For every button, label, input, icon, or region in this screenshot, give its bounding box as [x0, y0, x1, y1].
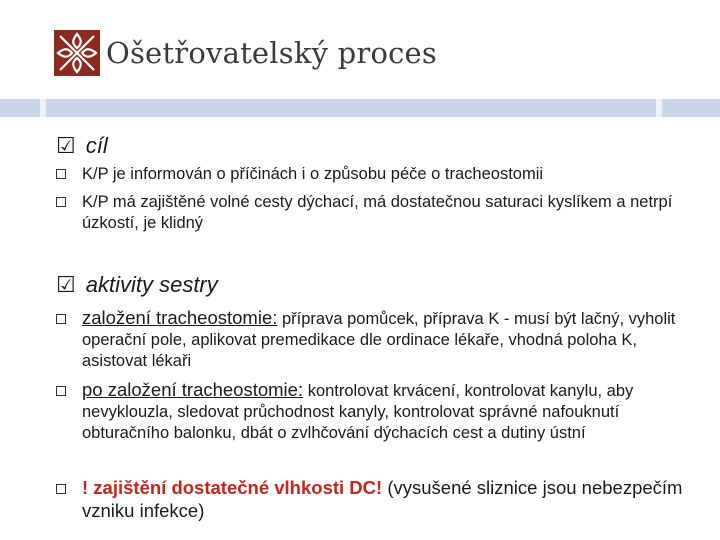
header-divider — [0, 99, 720, 117]
list-item: K/P má zajištěné volné cesty dýchací, má dostatečnou saturaci kyslíkem a netrpí úzkostí, je klidný — [82, 193, 673, 232]
list-item: po založení tracheostomie: kontrolovat krvácení, kontrolovat kanylu, aby nevyklouzla, sledovat průchodnost kanyly, kontrolovat správné nafouknutí obturačního balonku, dbát o zvlhčování dýchacích cest a dutiny ústní — [82, 379, 634, 442]
page-title: Ošetřovatelský proces — [106, 36, 437, 70]
square-bullet-icon — [56, 314, 66, 324]
checkbox-checked-icon: ☑ — [56, 272, 76, 297]
list-item: založení tracheostomie: příprava pomůcek, příprava K - musí být lačný, vyholit operační pole, aplikovat premedikace dle ordinace lékaře, vhodná poloha K, asistovat lékaři — [82, 307, 676, 370]
square-bullet-icon — [56, 386, 66, 396]
square-bullet-icon — [56, 169, 66, 179]
section-heading-goal: ☑ cíl — [56, 133, 108, 158]
list-item: K/P je informován o příčinách i o způsobu péče o tracheostomii — [82, 165, 544, 183]
square-bullet-icon — [56, 197, 66, 207]
section-heading-activities: ☑ aktivity sestry — [56, 272, 218, 297]
list-item: ! zajištění dostatečné vlhkosti DC! (vysušené sliznice jsou nebezpečím vzniku infekce) — [82, 477, 683, 521]
checkbox-checked-icon: ☑ — [56, 133, 76, 158]
ornament-logo-icon — [54, 30, 100, 76]
square-bullet-icon — [56, 484, 66, 494]
